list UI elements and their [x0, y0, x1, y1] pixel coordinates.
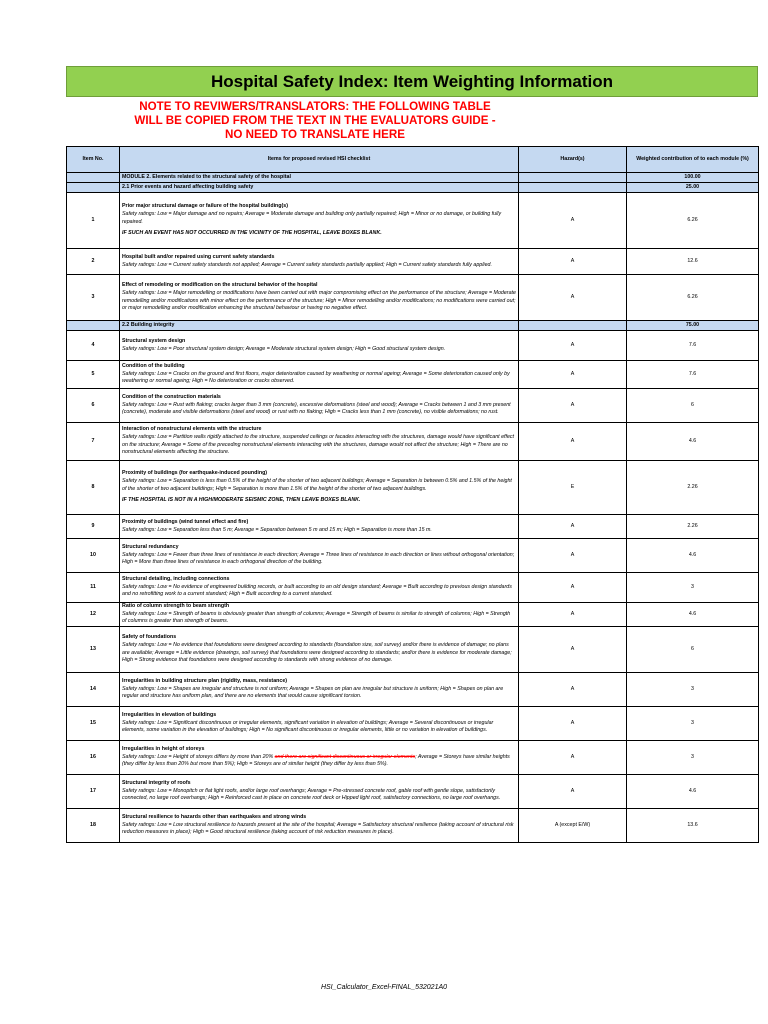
header-items: Items for proposed revised HSI checklist — [120, 147, 519, 173]
item-number: 14 — [67, 673, 120, 707]
item-rating: Safety ratings: Low = Shapes are irregular and structure is not uniform; Average = Shapes on plan are irregular but structure is uniform; High = Shapes on plan are regular and structure has uniform plan, and there are no elements that would cause significant torsion. — [122, 685, 504, 700]
item-weight: 4.6 — [627, 775, 759, 809]
table-row — [67, 707, 759, 741]
item-rating: Safety ratings: Low = Current safety standards not applied; Average = Current safety standards partially applied; High = Current safety standards fully applied. — [122, 261, 492, 268]
item-number: 9 — [67, 515, 120, 539]
table-row — [67, 775, 759, 809]
item-title: Irregularities in height of storeys — [122, 746, 205, 753]
item-hazard: A — [519, 741, 627, 775]
item-title: Proximity of buildings (for earthquake-induced pounding) — [122, 470, 268, 477]
module-label: MODULE 2. Elements related to the structural safety of the hospital — [120, 173, 519, 183]
item-weight: 3 — [627, 707, 759, 741]
item-description — [120, 741, 519, 775]
table-row — [67, 389, 759, 423]
item-hazard: A — [519, 515, 627, 539]
item-weight: 6.26 — [627, 275, 759, 321]
item-rating: Safety ratings: Low = Cracks on the ground and first floors, major deterioration caused by weathering or normal ageing; Average = Some deterioration caused only by weathering or normal ageing; High = No deterioration or cracks observed. — [122, 370, 510, 385]
item-hazard: A — [519, 603, 627, 627]
item-rating — [122, 754, 516, 769]
item-weight: 3 — [627, 741, 759, 775]
item-weight: 7.6 — [627, 331, 759, 361]
item-rating-text: ; Average = Storeys have similar heights (they differ by less than 20% but more than 5%); High = Storeys are of similar height (they differ by less than 5%). — [122, 753, 510, 768]
item-note: IF THE HOSPITAL IS NOT IN A HIGH/MODERATE SEISMIC ZONE, THEN LEAVE BOXES BLANK. — [122, 497, 361, 504]
footer-filename: HSI_Calculator_Excel-FINAL_532021A0 — [320, 984, 448, 991]
item-description — [120, 809, 519, 843]
item-number: 12 — [67, 603, 120, 627]
page-title: Hospital Safety Index: Item Weighting Information — [66, 66, 758, 97]
note-line: NOTE TO REVIWERS/TRANSLATORS: THE FOLLOWING TABLE — [139, 100, 491, 113]
table-row — [67, 673, 759, 707]
item-rating: Safety ratings: Low = Strength of beams is obviously greater than strength of columns; Average = Strength of beams is similar to strength of columns; High = Strength of columns is greater than strength of beams. — [122, 610, 511, 625]
item-title: Structural redundancy — [122, 543, 179, 550]
item-rating: Safety ratings: Low = Significant discontinuous or irregular elements, significant variation in elevation of buildings; Average = Several discontinuous or irregular elements, some variation in the elevation of buildings; High = No significant discontinuous or irregular elements, little or no variation in elevation of buildings. — [122, 719, 494, 734]
section-label: 2.1 Prior events and hazard affecting building safety — [120, 183, 519, 193]
section-row — [67, 183, 759, 193]
item-number: 5 — [67, 361, 120, 389]
weighting-table — [66, 146, 759, 843]
item-rating-struck: and there are significant discontinuous or irregular elements — [274, 753, 416, 760]
table-row — [67, 573, 759, 603]
item-number: 17 — [67, 775, 120, 809]
header-item-no: Item No. — [67, 147, 120, 173]
header-weight: Weighted contribution of to each module (%) — [627, 147, 759, 173]
item-title: Ratio of column strength to beam strength — [122, 603, 230, 609]
item-rating: Safety ratings: Low = Fewer than three lines of resistance in each direction; Average = Three lines of resistance in each direction or lines without orthogonal orientation; High = More than three lines of resistance in each orthogonal direction of the building. — [122, 551, 515, 566]
item-title: Prior major structural damage or failure of the hospital building(s) — [122, 203, 288, 210]
item-rating: Safety ratings: Low = No evidence of engineered building records, or built according to an old design standard; Average = Built according to previous design standards and no retrofitting work to a current standard; High = Built according to a current standard. — [122, 583, 512, 598]
item-rating: Safety ratings: Low = Separation less than 5 m; Average = Separation between 5 m and 15 m; High = Separation is more than 15 m. — [122, 526, 432, 533]
item-description — [120, 775, 519, 809]
item-rating: Safety ratings: Low = Rust with flaking; cracks larger than 3 mm (concrete), excessive deformations (steel and wood); Average = Cracks between 1 and 3 mm present (concrete), moderate and visible deformations (steel and wood) or rust with no flaking; High = Cracks less than 1 mm (concrete), no visible deformations; no rust. — [122, 401, 511, 416]
table-row — [67, 809, 759, 843]
table-row — [67, 461, 759, 515]
item-description — [120, 249, 519, 275]
item-description — [120, 275, 519, 321]
section-spacer — [67, 321, 120, 331]
item-description — [120, 673, 519, 707]
section-spacer — [519, 321, 627, 331]
item-weight: 4.6 — [627, 423, 759, 461]
item-rating-text: Safety ratings: Low = Height of storeys differs by more than 20% — [122, 753, 275, 760]
item-title: Irregularities in building structure plan (rigidity, mass, resistance) — [122, 678, 288, 685]
item-title: Structural system design — [122, 337, 186, 344]
item-description — [120, 193, 519, 249]
item-rating: Safety ratings: Low = Monopitch or flat light roofs, and/or large roof overhangs; Average = Pre-stressed concrete roof, gable roof with gentle slope, satisfactorily connected, no large roof overhangs; High = Reinforced cast in place on concrete roof deck or Hipped light roof, satisfactory connections, no large roof overhangs. — [122, 787, 501, 802]
item-weight: 4.6 — [627, 539, 759, 573]
item-hazard: A — [519, 707, 627, 741]
item-number: 11 — [67, 573, 120, 603]
item-number: 1 — [67, 193, 120, 249]
module-row — [67, 173, 759, 183]
item-note: IF SUCH AN EVENT HAS NOT OCCURRED IN THE VICINITY OF THE HOSPITAL, LEAVE BOXES BLANK. — [122, 230, 382, 237]
item-description — [120, 423, 519, 461]
item-weight: 6.26 — [627, 193, 759, 249]
section-row — [67, 321, 759, 331]
item-title: Condition of the construction materials — [122, 393, 221, 400]
table-header-row — [67, 147, 759, 173]
item-number: 7 — [67, 423, 120, 461]
item-hazard: A — [519, 627, 627, 673]
note-line: NO NEED TO TRANSLATE HERE — [225, 128, 405, 141]
item-weight: 2.26 — [627, 461, 759, 515]
item-hazard: A (except E/W) — [519, 809, 627, 843]
item-weight: 6 — [627, 627, 759, 673]
item-weight: 4.6 — [627, 603, 759, 627]
item-weight: 12.6 — [627, 249, 759, 275]
item-hazard: E — [519, 461, 627, 515]
item-number: 18 — [67, 809, 120, 843]
item-rating: Safety ratings: Low = Major damage and no repairs; Average = Moderate damage and building only partially repaired; High = Minor or no damage, or building fully repaired. — [122, 210, 502, 225]
item-description — [120, 627, 519, 673]
item-hazard: A — [519, 539, 627, 573]
header-hazard: Hazard(s) — [519, 147, 627, 173]
item-weight: 13.6 — [627, 809, 759, 843]
item-description — [120, 515, 519, 539]
table-row — [67, 741, 759, 775]
item-weight: 3 — [627, 573, 759, 603]
item-hazard: A — [519, 673, 627, 707]
item-rating: Safety ratings: Low = No evidence that foundations were designed according to standards (foundation size, soil survey) and/or there is evidence of damage; no plans are available; Average = Little evidence (drawings, soil survey) that foundations were designed according to standards; and/or there is evidence for moderate damage; High = Strong evidence that foundations were designed according to standards with strong evidence of no damage. — [122, 641, 512, 664]
item-hazard: A — [519, 249, 627, 275]
item-description — [120, 389, 519, 423]
item-description — [120, 707, 519, 741]
item-rating: Safety ratings: Low = Partition walls rigidly attached to the structure, suspended ceilings or facades interacting with the structures, damage would have significant effect on the structure; Average = Some of the preceding nonstructural elements interacting with the structures, damage would not affect the structure; High = There are no nonstructural elements affecting the structure. — [122, 433, 515, 456]
table-row — [67, 249, 759, 275]
item-hazard: A — [519, 423, 627, 461]
section-label: 2.2 Building integrity — [120, 321, 519, 331]
item-description — [120, 361, 519, 389]
item-title: Irregularities in elevation of buildings — [122, 712, 217, 719]
item-number: 13 — [67, 627, 120, 673]
item-title: Hospital built and/or repaired using current safety standards — [122, 253, 275, 260]
item-number: 16 — [67, 741, 120, 775]
item-description — [120, 603, 519, 627]
item-title: Structural integrity of roofs — [122, 780, 191, 787]
item-weight: 2.26 — [627, 515, 759, 539]
section-weight: 75.00 — [627, 321, 759, 331]
item-title: Effect of remodeling or modification on the structural behavior of the hospital — [122, 282, 318, 289]
item-hazard: A — [519, 389, 627, 423]
item-hazard: A — [519, 775, 627, 809]
item-rating: Safety ratings: Low = Poor structural system design; Average = Moderate structural system design; High = Good structural system design. — [122, 345, 446, 352]
table-row — [67, 361, 759, 389]
table-row — [67, 539, 759, 573]
item-hazard: A — [519, 361, 627, 389]
item-rating: Safety ratings: Low = Low structural resilience to hazards present at the site of the hospital; Average = Satisfactory structural resilience (taking account of structural risk reduction measures in place); High = Good structural resilience (taking account of risk reduction measures in place). — [122, 821, 514, 836]
item-number: 3 — [67, 275, 120, 321]
item-title: Safety of foundations — [122, 634, 177, 641]
translator-note — [100, 100, 530, 142]
item-description — [120, 539, 519, 573]
item-hazard: A — [519, 331, 627, 361]
item-number: 10 — [67, 539, 120, 573]
item-rating: Safety ratings: Low = Separation is less than 0.5% of the height of the shorter of two adjacent buildings; Average = Separation is between 0.5% and 1.5% of the height of the shorter of two adjacent buildings; High = Separation is more than 1.5% of the height of the shorter of two adjacent buildings. — [122, 477, 512, 492]
item-hazard: A — [519, 573, 627, 603]
item-number: 6 — [67, 389, 120, 423]
table-row — [67, 603, 759, 627]
item-hazard: A — [519, 275, 627, 321]
table-row — [67, 423, 759, 461]
item-weight: 3 — [627, 673, 759, 707]
item-description — [120, 331, 519, 361]
item-number: 15 — [67, 707, 120, 741]
table-row — [67, 627, 759, 673]
item-description — [120, 461, 519, 515]
item-hazard: A — [519, 193, 627, 249]
table-row — [67, 515, 759, 539]
item-title: Proximity of buildings (wind tunnel effect and fire) — [122, 518, 249, 525]
table-row — [67, 331, 759, 361]
item-title: Structural resilience to hazards other than earthquakes and strong winds — [122, 814, 307, 821]
section-weight: 25.00 — [627, 183, 759, 193]
item-title: Structural detailing, including connections — [122, 575, 230, 582]
item-number: 2 — [67, 249, 120, 275]
item-weight: 7.6 — [627, 361, 759, 389]
item-title: Interaction of nonstructural elements with the structure — [122, 426, 262, 433]
item-description — [120, 573, 519, 603]
item-number: 8 — [67, 461, 120, 515]
note-line: WILL BE COPIED FROM THE TEXT IN THE EVALUATORS GUIDE - — [134, 114, 496, 127]
item-number: 4 — [67, 331, 120, 361]
table-row — [67, 275, 759, 321]
item-title: Condition of the building — [122, 362, 185, 369]
table-row — [67, 193, 759, 249]
item-rating: Safety ratings: Low = Major remodelling or modifications have been carried out with major compromising effect on the performance of the structure; Average = Moderate remodelling and/or modifications with minor effect on the performance of the structure; High = Minor remodelling and/or modifications; no modifications were carried out; or major remodelling and/or modification enhancing the structural behaviour or having no negative effect. — [122, 289, 516, 312]
module-weight: 100.00 — [627, 173, 759, 183]
item-weight: 6 — [627, 389, 759, 423]
